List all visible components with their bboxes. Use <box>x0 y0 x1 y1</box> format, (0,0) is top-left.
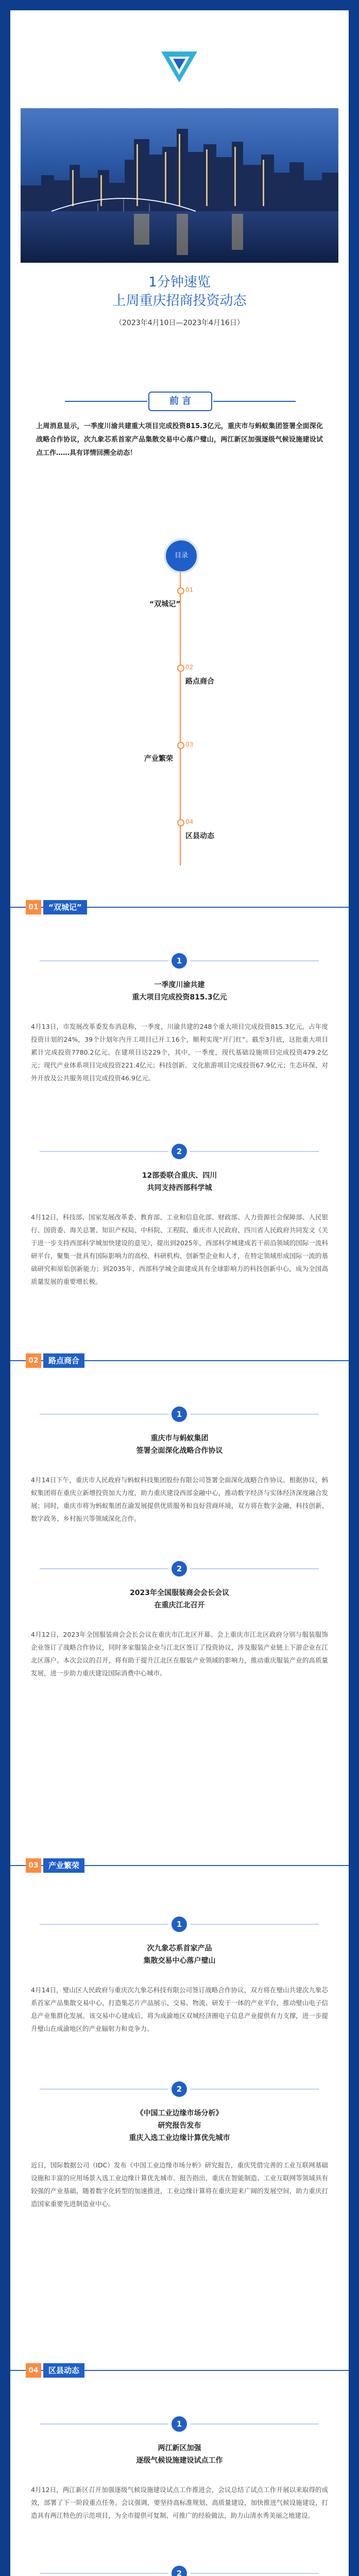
preface-text: 上周消息显示，一季度川渝共建重大项目完成投资815.3亿元，重庆市与蚂蚁集团签署全面深化战略合作协议，次九象芯系首家产品集散交易中心落户璧山，两江新区加强逐级气候设施建设试点工作……具有详情回溯全动态！ <box>36 422 323 457</box>
toc-label: 产业繁荣 <box>144 755 173 763</box>
toc-label: “双城记” <box>149 600 181 608</box>
toc-dot-icon <box>177 665 184 672</box>
section-title: 区县动态 <box>43 2363 84 2378</box>
page-card <box>10 10 349 2576</box>
toc-num: 04 <box>185 818 194 825</box>
article-body: 4月12日，两江新区召开加强逐级气候设施建设试点工作推进会，会议总结了试点工作开展以来取得的成效，部署了下一阶段重点任务。会议强调，要坚持高标准规划、高质量建设，加快推进气候设施建设，打造具有两江特色的示范项目，为全市提供可复制、可推广的经验做法，助力山清水秀美丽之地建设。 <box>31 2486 328 2519</box>
date-range: （2023年4月10日—2023年4月16日） <box>115 319 244 327</box>
article-title: 两江新区加强 逐级气候设施建设试点工作 <box>136 2444 223 2465</box>
article-number: 2 <box>172 1561 187 1577</box>
toc-badge: 目录 <box>164 538 199 573</box>
toc-dot-icon <box>177 587 184 595</box>
toc-dot-icon <box>177 742 184 749</box>
article-number: 2 <box>172 2081 187 2097</box>
section-title: 路点商合 <box>43 1353 84 1368</box>
toc-num: 03 <box>185 741 194 748</box>
toc-num: 02 <box>185 664 194 671</box>
toc-label: 区县动态 <box>185 832 214 840</box>
article-body: 4月13日，市发展改革委发布消息称，一季度，川渝共建的248个重大项目完成投资815.3亿元，占年度投资计划的24%，39个计划年内开工项目已开工16个，顺利实现“开门红”。截至3月底，这批重大项目累计完成投资7780.2亿元。在建项目达229个，其中，一季度，现代基础设施项目完成投资479.2亿元；现代产业体系项目完成投资221.4亿元；科技创新、文化旅游项目完成投资67.9亿元；生态环保、对外开放及公共服务项目完成投资46.9亿元。 <box>31 1023 328 1082</box>
article-number: 1 <box>172 1917 187 1932</box>
section-number: 01 <box>26 900 41 914</box>
article-body: 4月12日，科技部、国家发展改革委、教育部、工业和信息化部、财政部、人力资源社会保障部、人民银行、国资委、海关总署、知识产权局、中科院、工程院、重庆市人民政府、四川省人民政府共同发文《关于进一步支持西部科学城加快建设的意见》，提出到2025年，西部科学城建成若干前沿领域的国际一流科研平台，聚集一批具有国际影响力的高校、科研机构、创新型企业和人才，在特定领域形成国际一流的基础研究和原始创新能力；到2035年，西部科学城全面建成具有全球影响力的科技创新中心，成为全国高质量发展的重要增长极。 <box>31 1213 328 1285</box>
article-number: 2 <box>172 2566 187 2576</box>
article-body: 近日，国际数据公司（IDC）发布《中国工业边缘市场分析》研究报告，重庆凭借完善的工业互联网基础设施和丰富的应用场景入选工业边缘计算优先城市。报告指出，重庆在智能制造、工业互联网等领域具有较强的产业基础，随着数字化转型的加速推进，工业边缘计算将在重庆迎来广阔的发展空间，助力重庆打造国家重要先进制造业中心。 <box>31 2161 328 2208</box>
section-number: 04 <box>26 2363 41 2378</box>
header-block <box>10 273 349 328</box>
header-subtitle: 上周重庆招商投资动态 <box>112 293 247 309</box>
article-title: 一季度川渝共建 重大项目完成投资815.3亿元 <box>132 981 227 1002</box>
article-number: 1 <box>172 2416 187 2432</box>
article-title: 次九象芯系首家产品 集散交易中心落户璧山 <box>143 1944 216 1965</box>
section-header <box>26 1858 80 1873</box>
toc-dot-icon <box>177 819 184 826</box>
preface-label: 前 言 <box>148 392 212 411</box>
section-header <box>26 900 82 914</box>
article-number: 2 <box>172 1144 187 1159</box>
section-header <box>26 2363 80 2378</box>
section-number: 03 <box>26 1858 41 1873</box>
article-body: 4月14日下午，重庆市人民政府与蚂蚁科技集团股份有限公司签署全面深化战略合作协议。根据协议，蚂蚁集团将在重庆立新增投资加大力度，助力重庆建设西部金融中心，推动数字经济与实体经济深度融合发展；同时，重庆市将为蚂蚁集团在渝发展提供优质服务和良好营商环境，双方将在数字金融、科技创新、数字政务、乡村振兴等领域深化合作。 <box>31 1476 328 1522</box>
section-header <box>26 1353 80 1368</box>
toc-num: 01 <box>185 586 194 594</box>
article-body: 4月12日，2023年全国服装商会会长会议在重庆市江北区开幕。会上重庆市江北区政府分别与服装服饰企业签订了战略合作协议，同时多家服装企业与江北区签订了投资协议，涉及服装产业链上下游企业在江北区落户。本次会议的召开，将有助于提升江北区在服装产业领域的影响力，推动重庆服装产业的高质量发展，进一步助力重庆建设国际消费中心城市。 <box>31 1631 328 1677</box>
toc-label: 路点商合 <box>185 677 214 686</box>
article-title: 2023年全国服装商会会长会议 在重庆江北召开 <box>130 1589 229 1609</box>
article-number: 1 <box>172 953 187 969</box>
article-title: 12部委联合重庆、四川 共同支持西部科学城 <box>142 1172 217 1192</box>
article-title: 重庆市与蚂蚁集团 签署全面深化战略合作协议 <box>136 1434 223 1455</box>
section-title: “双城记” <box>43 900 87 914</box>
brand-logo-icon <box>159 46 200 88</box>
section-title: 产业繁荣 <box>43 1858 84 1873</box>
header-title: 1分钟速览 <box>148 275 211 290</box>
article-number: 1 <box>172 1406 187 1422</box>
article-body: 4月14日，璧山区人民政府与重庆次九象芯科技有限公司签订战略合作协议，双方将在璧山共建次九象芯系首家产品集散交易中心，打造集芯片产品展示、交易、物流、研发于一体的产业平台，推动璧山电子信息产业集群化发展。该交易中心建成后，将为成渝地区双城经济圈电子信息产业提供有力支撑，进一步提升璧山在成渝地区的产业辐射力和竞争力。 <box>31 1986 328 2032</box>
article-title: 《中国工业边缘市场分析》 研究报告发布 重庆入选工业边缘计算优先城市 <box>129 2109 230 2142</box>
section-number: 02 <box>26 1353 41 1368</box>
city-skyline-image <box>21 108 338 263</box>
